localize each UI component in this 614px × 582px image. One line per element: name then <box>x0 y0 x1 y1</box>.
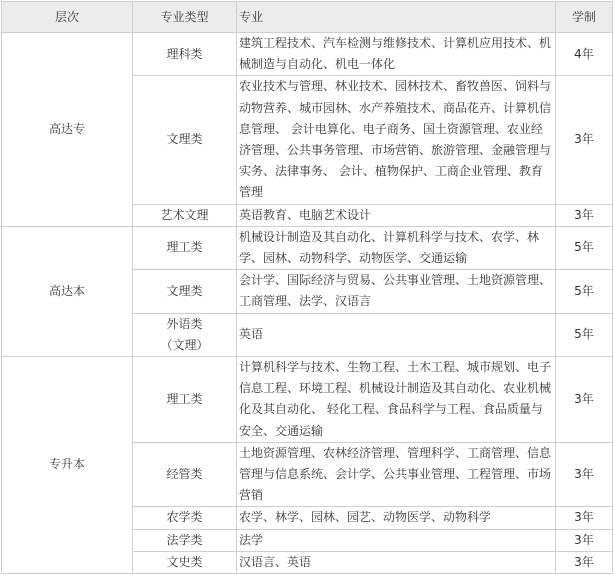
category-cell: 法学类 <box>133 529 237 551</box>
majors-cell: 农业技术与管理、林业技术、园林技术、畜牧兽医、饲料与动物营养、城市园林、水产养殖技术、商品花卉、计算机信息管理、 会计电算化、电子商务、国土资源管理、农业经济管理、公共事务管理、市场营销、旅游管理、金融管理与实务、法律事务、 会计、植物保护、工商企业管理、教育管理 <box>237 76 556 204</box>
category-cell: 文理类 <box>133 76 237 204</box>
duration-cell: 5年 <box>556 226 613 269</box>
category-cell: 理工类 <box>133 357 237 443</box>
header-level: 层次 <box>2 2 133 33</box>
majors-cell: 汉语言、英语 <box>237 551 556 573</box>
duration-cell: 3年 <box>556 76 613 204</box>
header-major: 专业 <box>237 2 556 33</box>
category-cell: 外语类（文理） <box>133 313 237 356</box>
category-cell: 文理类 <box>133 270 237 313</box>
duration-cell: 3年 <box>556 529 613 551</box>
duration-cell: 3年 <box>556 551 613 573</box>
majors-cell: 计算机科学与技术、生物工程、土木工程、城市规划、电子信息工程、环境工程、机械设计制造及其自动化、农业机械化及其自动化、 轻化工程、食品科学与工程、食品质量与安全、交通运输 <box>237 357 556 443</box>
table-row <box>2 226 613 269</box>
duration-cell: 3年 <box>556 204 613 226</box>
duration-cell: 3年 <box>556 442 613 507</box>
table-row <box>2 357 613 443</box>
duration-cell: 4年 <box>556 33 613 76</box>
category-cell: 理科类 <box>133 33 237 76</box>
table-row <box>2 33 613 76</box>
category-cell: 理工类 <box>133 226 237 269</box>
program-table <box>1 1 613 574</box>
category-cell: 经管类 <box>133 442 237 507</box>
majors-cell: 土地资源管理、农林经济管理、管理科学、工商管理、信息管理与信息系统、会计学、公共事业管理、工程管理、市场营销 <box>237 442 556 507</box>
header-category: 专业类型 <box>133 2 237 33</box>
table-header-row <box>2 2 613 33</box>
category-cell: 文史类 <box>133 551 237 573</box>
majors-cell: 法学 <box>237 529 556 551</box>
level-cell: 专升本 <box>2 357 133 574</box>
category-cell: 农学类 <box>133 507 237 529</box>
duration-cell: 5年 <box>556 313 613 356</box>
majors-cell: 农学、林学、园林、园艺、动物医学、动物科学 <box>237 507 556 529</box>
majors-cell: 机械设计制造及其自动化、计算机科学与技术、农学、林学、园林、动物科学、动物医学、交通运输 <box>237 226 556 269</box>
level-cell: 高达专 <box>2 33 133 227</box>
majors-cell: 英语 <box>237 313 556 356</box>
duration-cell: 5年 <box>556 270 613 313</box>
majors-cell: 建筑工程技术、汽车检测与维修技术、计算机应用技术、机械制造与自动化、机电一体化 <box>237 33 556 76</box>
category-cell: 艺术文理 <box>133 204 237 226</box>
duration-cell: 3年 <box>556 357 613 443</box>
majors-cell: 英语教育、电脑艺术设计 <box>237 204 556 226</box>
duration-cell: 3年 <box>556 507 613 529</box>
header-duration: 学制 <box>556 2 613 33</box>
level-cell: 高达本 <box>2 226 133 356</box>
majors-cell: 会计学、国际经济与贸易、公共事业管理、土地资源管理、工商管理、法学、汉语言 <box>237 270 556 313</box>
